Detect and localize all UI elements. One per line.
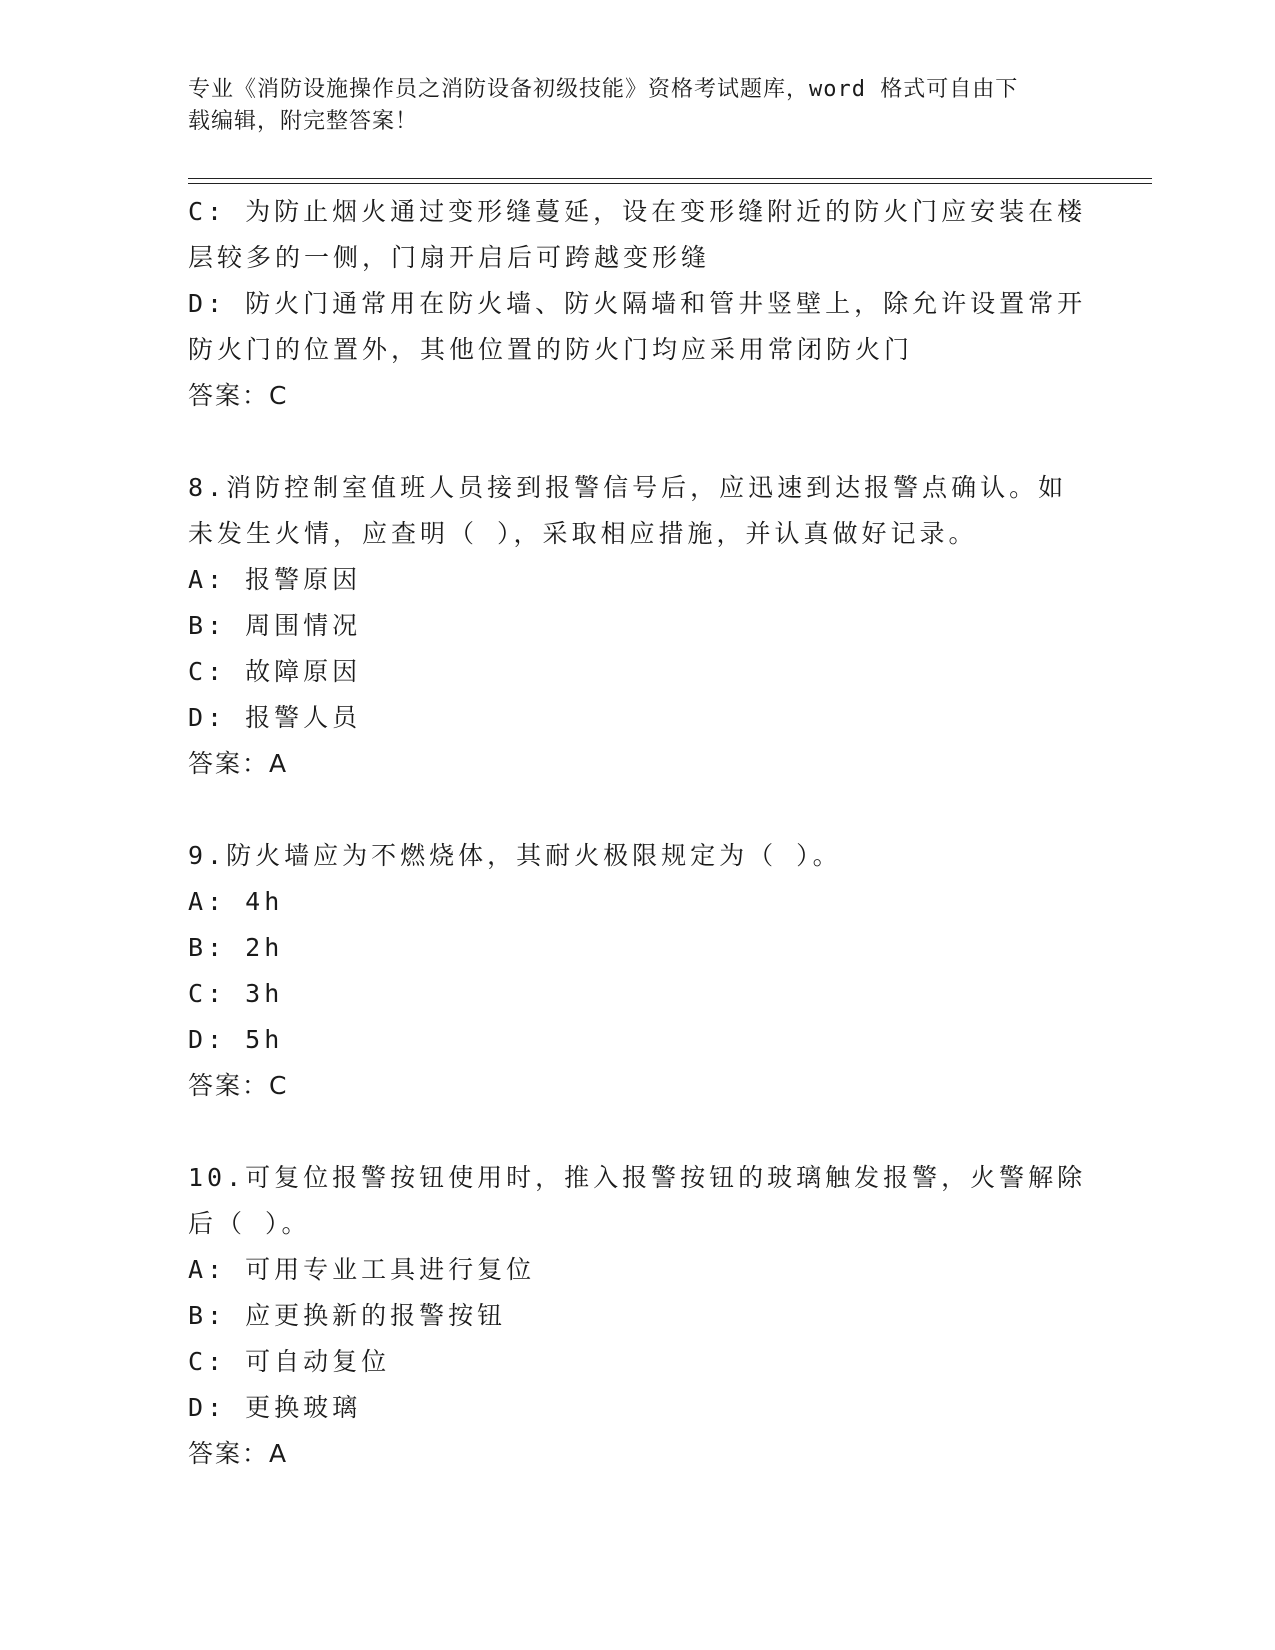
option-d-line-2: 防火门的位置外，其他位置的防火门均应采用常闭防火门 — [188, 335, 914, 364]
question-stem-line-1: 9.防火墙应为不燃烧体，其耐火极限规定为（ ）。 — [188, 841, 842, 870]
option-b: B: 2h — [188, 933, 284, 962]
answer: 答案：A — [188, 1439, 289, 1468]
question-stem-line-1: 8.消防控制室值班人员接到报警信号后，应迅速到达报警点确认。如 — [188, 473, 1068, 502]
option-c-line-2: 层较多的一侧，门扇开启后可跨越变形缝 — [188, 243, 711, 272]
question-stem-line-2: 后（ ）。 — [188, 1209, 311, 1238]
document-header — [188, 74, 1088, 138]
header-divider-top — [188, 178, 1152, 179]
answer: 答案：C — [188, 1071, 289, 1100]
option-a: A: 可用专业工具进行复位 — [188, 1255, 536, 1284]
option-d: D: 5h — [188, 1025, 284, 1054]
question-stem-line-2: 未发生火情，应查明（ ），采取相应措施，并认真做好记录。 — [188, 519, 978, 548]
option-c: C: 故障原因 — [188, 657, 362, 686]
option-d: D: 报警人员 — [188, 703, 362, 732]
question-9 — [188, 833, 1088, 1109]
question-stem-line-1: 10.可复位报警按钮使用时，推入报警按钮的玻璃触发报警，火警解除 — [188, 1163, 1087, 1192]
header-line-1: 专业《消防设施操作员之消防设备初级技能》资格考试题库，word 格式可自由下 — [188, 77, 1019, 102]
option-d-line-1: D: 防火门通常用在防火墙、防火隔墙和管井竖壁上，除允许设置常开 — [188, 289, 1087, 318]
option-b: B: 周围情况 — [188, 611, 362, 640]
question-10 — [188, 1155, 1088, 1477]
answer: 答案：A — [188, 749, 289, 778]
spacer — [188, 419, 1088, 465]
question-8 — [188, 465, 1088, 787]
option-a: A: 4h — [188, 887, 284, 916]
spacer — [188, 1109, 1088, 1155]
option-c: C: 3h — [188, 979, 284, 1008]
answer: 答案：C — [188, 381, 289, 410]
question-list — [188, 189, 1088, 1477]
spacer — [188, 787, 1088, 833]
header-line-2: 载编辑，附完整答案！ — [188, 109, 419, 134]
option-d: D: 更换玻璃 — [188, 1393, 362, 1422]
option-a: A: 报警原因 — [188, 565, 362, 594]
option-c-line-1: C: 为防止烟火通过变形缝蔓延，设在变形缝附近的防火门应安装在楼 — [188, 197, 1087, 226]
question-7-tail — [188, 189, 1088, 419]
option-c: C: 可自动复位 — [188, 1347, 391, 1376]
option-b: B: 应更换新的报警按钮 — [188, 1301, 507, 1330]
header-divider-bottom — [188, 183, 1152, 184]
